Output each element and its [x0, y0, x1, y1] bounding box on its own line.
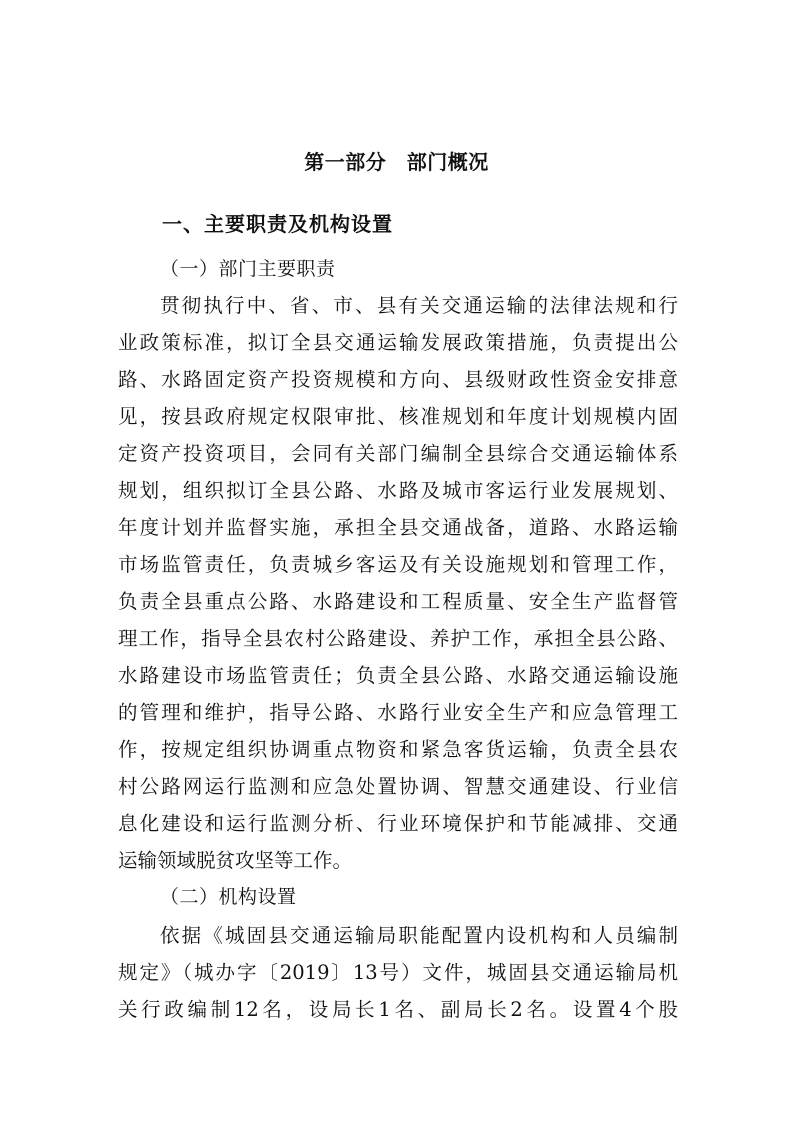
paragraph-line: 规定》（城办字〔2019〕13号）文件，城固县交通运输局机	[118, 961, 678, 984]
paragraph-line: 理工作，指导全县农村公路建设、养护工作，承担全县公路、	[118, 627, 678, 650]
paragraph-line: 作，按规定组织协调重点物资和紧急客货运输，负责全县农	[118, 738, 678, 761]
paragraph-line: 贯彻执行中、省、市、县有关交通运输的法律法规和行	[160, 294, 678, 317]
subsection-heading-duties: （一）部门主要职责	[160, 258, 336, 280]
paragraph-line: 运输领域脱贫攻坚等工作。	[118, 849, 353, 872]
paragraph-line: 规划，组织拟订全县公路、水路及城市客运行业发展规划、	[118, 479, 678, 502]
paragraph-line: 息化建设和运行监测分析、行业环境保护和节能减排、交通	[118, 812, 678, 835]
paragraph-line: 定资产投资项目，会同有关部门编制全县综合交通运输体系	[118, 442, 678, 465]
paragraph-line: 路、水路固定资产投资规模和方向、县级财政性资金安排意	[118, 368, 678, 391]
paragraph-line: 负责全县重点公路、水路建设和工程质量、安全生产监督管	[118, 590, 678, 613]
paragraph-line: 年度计划并监督实施，承担全县交通战备，道路、水路运输	[118, 516, 678, 539]
paragraph-line: 的管理和维护，指导公路、水路行业安全生产和应急管理工	[118, 701, 678, 724]
paragraph-line: 依据《城固县交通运输局职能配置内设机构和人员编制	[160, 924, 678, 947]
paragraph-line: 见，按县政府规定权限审批、核准规划和年度计划规模内固	[118, 405, 678, 428]
paragraph-line: 村公路网运行监测和应急处置协调、智慧交通建设、行业信	[118, 775, 678, 798]
paragraph-line: 市场监管责任，负责城乡客运及有关设施规划和管理工作，	[118, 553, 678, 576]
paragraph-line: 业政策标准，拟订全县交通运输发展政策措施，负责提出公	[118, 331, 678, 354]
section-heading: 一、主要职责及机构设置	[162, 212, 393, 236]
part-title: 第一部分 部门概况	[304, 150, 489, 174]
subsection-heading-organization: （二）机构设置	[160, 886, 297, 908]
paragraph-line: 关行政编制12名，设局长1名、副局长2名。设置4个股	[118, 998, 678, 1021]
paragraph-line: 水路建设市场监管责任；负责全县公路、水路交通运输设施	[118, 664, 678, 687]
